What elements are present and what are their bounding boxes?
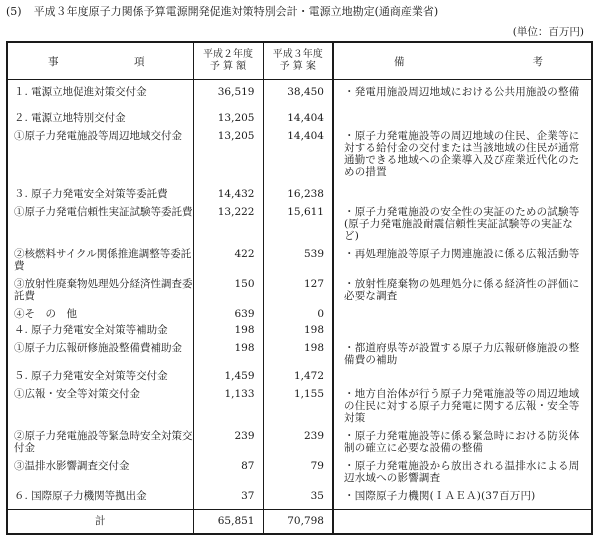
table-row — [7, 370, 592, 386]
budget-h2-cell: 36,519 — [193, 80, 263, 112]
budget-h3-cell: 15,611 — [263, 204, 333, 246]
budget-h3-cell: 539 — [263, 246, 333, 276]
table-row — [7, 306, 592, 324]
remarks-cell — [333, 306, 592, 324]
budget-h2-cell: 1,459 — [193, 370, 263, 386]
total-h2-cell: 65,851 — [193, 510, 263, 534]
budget-h3-column-header: 平成３年度 予 算 案 — [263, 42, 333, 80]
item-cell: ①原子力発電信頼性実証試験等委託費 — [7, 204, 193, 246]
table-row — [7, 128, 592, 188]
remarks-cell: ・国際原子力機関(ＩＡＥＡ)(37百万円) — [344, 489, 536, 502]
budget-h3-cell: 16,238 — [263, 188, 333, 204]
budget-h2-cell: 150 — [193, 276, 263, 306]
table-row — [7, 276, 592, 306]
total-remarks-cell — [333, 510, 592, 534]
budget-h3-cell: 198 — [263, 340, 333, 370]
total-row — [7, 510, 592, 534]
budget-h3-cell: 239 — [263, 428, 333, 458]
item-cell: ②核燃料サイクル関係推進調整等委託費 — [7, 246, 193, 276]
budget-h3-cell: 14,404 — [263, 128, 333, 188]
budget-h2-cell: 639 — [193, 306, 263, 324]
table-row — [7, 488, 592, 510]
budget-h3-cell: 14,404 — [263, 112, 333, 128]
remarks-column-header: 備 考 — [333, 42, 592, 80]
budget-h3-cell: 1,155 — [263, 386, 333, 428]
item-cell: ①原子力発電施設等周辺地域交付金 — [7, 128, 193, 188]
budget-h2-cell: 1,133 — [193, 386, 263, 428]
table-row — [7, 324, 592, 340]
remarks-cell: ・発電用施設周辺地域における公共用施設の整備 — [344, 86, 580, 98]
budget-h2-cell: 14,432 — [193, 188, 263, 204]
remarks-cell — [333, 188, 592, 204]
unit-label: (単位：百万円) — [512, 26, 584, 38]
remarks-cell — [333, 112, 592, 128]
item-cell: ③温排水影響調査交付金 — [7, 458, 193, 488]
budget-h3-cell: 127 — [263, 276, 333, 306]
budget-h2-cell: 13,205 — [193, 112, 263, 128]
section-number: (5) — [6, 5, 22, 18]
table-row — [7, 80, 592, 112]
item-cell: ④そ の 他 — [7, 306, 193, 324]
item-cell: ３. 原子力発電安全対策等委託費 — [7, 188, 193, 204]
remarks-cell: ・原子力発電施設の安全性の実証のための試験等(原子力発電施設耐震信頼性実証試験等の実証など) — [344, 205, 580, 242]
item-cell: ①原子力広報研修施設整備費補助金 — [7, 340, 193, 370]
table-row — [7, 188, 592, 204]
budget-h2-cell: 198 — [193, 340, 263, 370]
budget-h2-cell: 13,222 — [193, 204, 263, 246]
table-row — [7, 246, 592, 276]
header-row — [7, 42, 592, 80]
remarks-cell — [333, 370, 592, 386]
page-title — [6, 3, 438, 19]
title-text: 平成３年度原子力関係予算電源開発促進対策特別会計・電源立地勘定(通商産業省) — [33, 5, 439, 18]
table-row — [7, 204, 592, 246]
remarks-cell: ・放射性廃棄物の処理処分に係る経済性の評価に必要な調査 — [344, 277, 580, 302]
budget-h2-column-header: 平成２年度 予 算 額 — [193, 42, 263, 80]
table-row — [7, 458, 592, 488]
budget-table — [6, 41, 593, 535]
table-row — [7, 340, 592, 370]
item-column-header: 事 項 — [7, 42, 193, 80]
budget-h2-cell: 13,205 — [193, 128, 263, 188]
item-cell: ２. 電源立地特別交付金 — [7, 112, 193, 128]
remarks-cell: ・原子力発電施設等の周辺地域の住民、企業等に対する給付金の交付または当該地域の住民が通常通勤できる地域への企業導入及び産業近代化のための措置 — [344, 129, 580, 178]
budget-h2-cell: 198 — [193, 324, 263, 340]
item-cell: ②原子力発電施設等緊急時安全対策交付金 — [7, 428, 193, 458]
budget-h3-cell: 1,472 — [263, 370, 333, 386]
budget-h3-cell: 35 — [263, 488, 333, 510]
budget-h2-cell: 37 — [193, 488, 263, 510]
item-cell: ５. 原子力発電安全対策等交付金 — [7, 370, 193, 386]
budget-h3-cell: 38,450 — [263, 80, 333, 112]
item-cell: １. 電源立地促進対策交付金 — [7, 80, 193, 112]
budget-h2-cell: 87 — [193, 458, 263, 488]
table-row — [7, 386, 592, 428]
remarks-cell: ・原子力発電施設等に係る緊急時における防災体制の確立に必要な設備の整備 — [344, 429, 580, 454]
budget-h2-cell: 422 — [193, 246, 263, 276]
budget-h3-cell: 0 — [263, 306, 333, 324]
remarks-cell — [333, 324, 592, 340]
item-cell: ③放射性廃棄物処理処分経済性調査委託費 — [7, 276, 193, 306]
remarks-cell: ・都道府県等が設置する原子力広報研修施設の整備費の補助 — [344, 341, 580, 366]
remarks-cell: ・原子力発電施設から放出される温排水による周辺水域への影響調査 — [344, 459, 580, 484]
item-cell: ６. 国際原子力機関等拠出金 — [7, 488, 193, 510]
remarks-cell: ・再処理施設等原子力関連施設に係る広報活動等 — [344, 247, 580, 260]
budget-h3-cell: 198 — [263, 324, 333, 340]
total-h3-cell: 70,798 — [263, 510, 333, 534]
table-row — [7, 428, 592, 458]
table-row — [7, 112, 592, 128]
budget-h2-cell: 239 — [193, 428, 263, 458]
budget-h3-cell: 79 — [263, 458, 333, 488]
item-cell: ４. 原子力発電安全対策等補助金 — [7, 324, 193, 340]
total-label: 計 — [7, 510, 193, 534]
item-cell: ①広報・安全等対策交付金 — [7, 386, 193, 428]
remarks-cell: ・地方自治体が行う原子力発電施設等の周辺地域の住民に対する原子力発電に関する広報・安全等対策 — [344, 387, 580, 424]
